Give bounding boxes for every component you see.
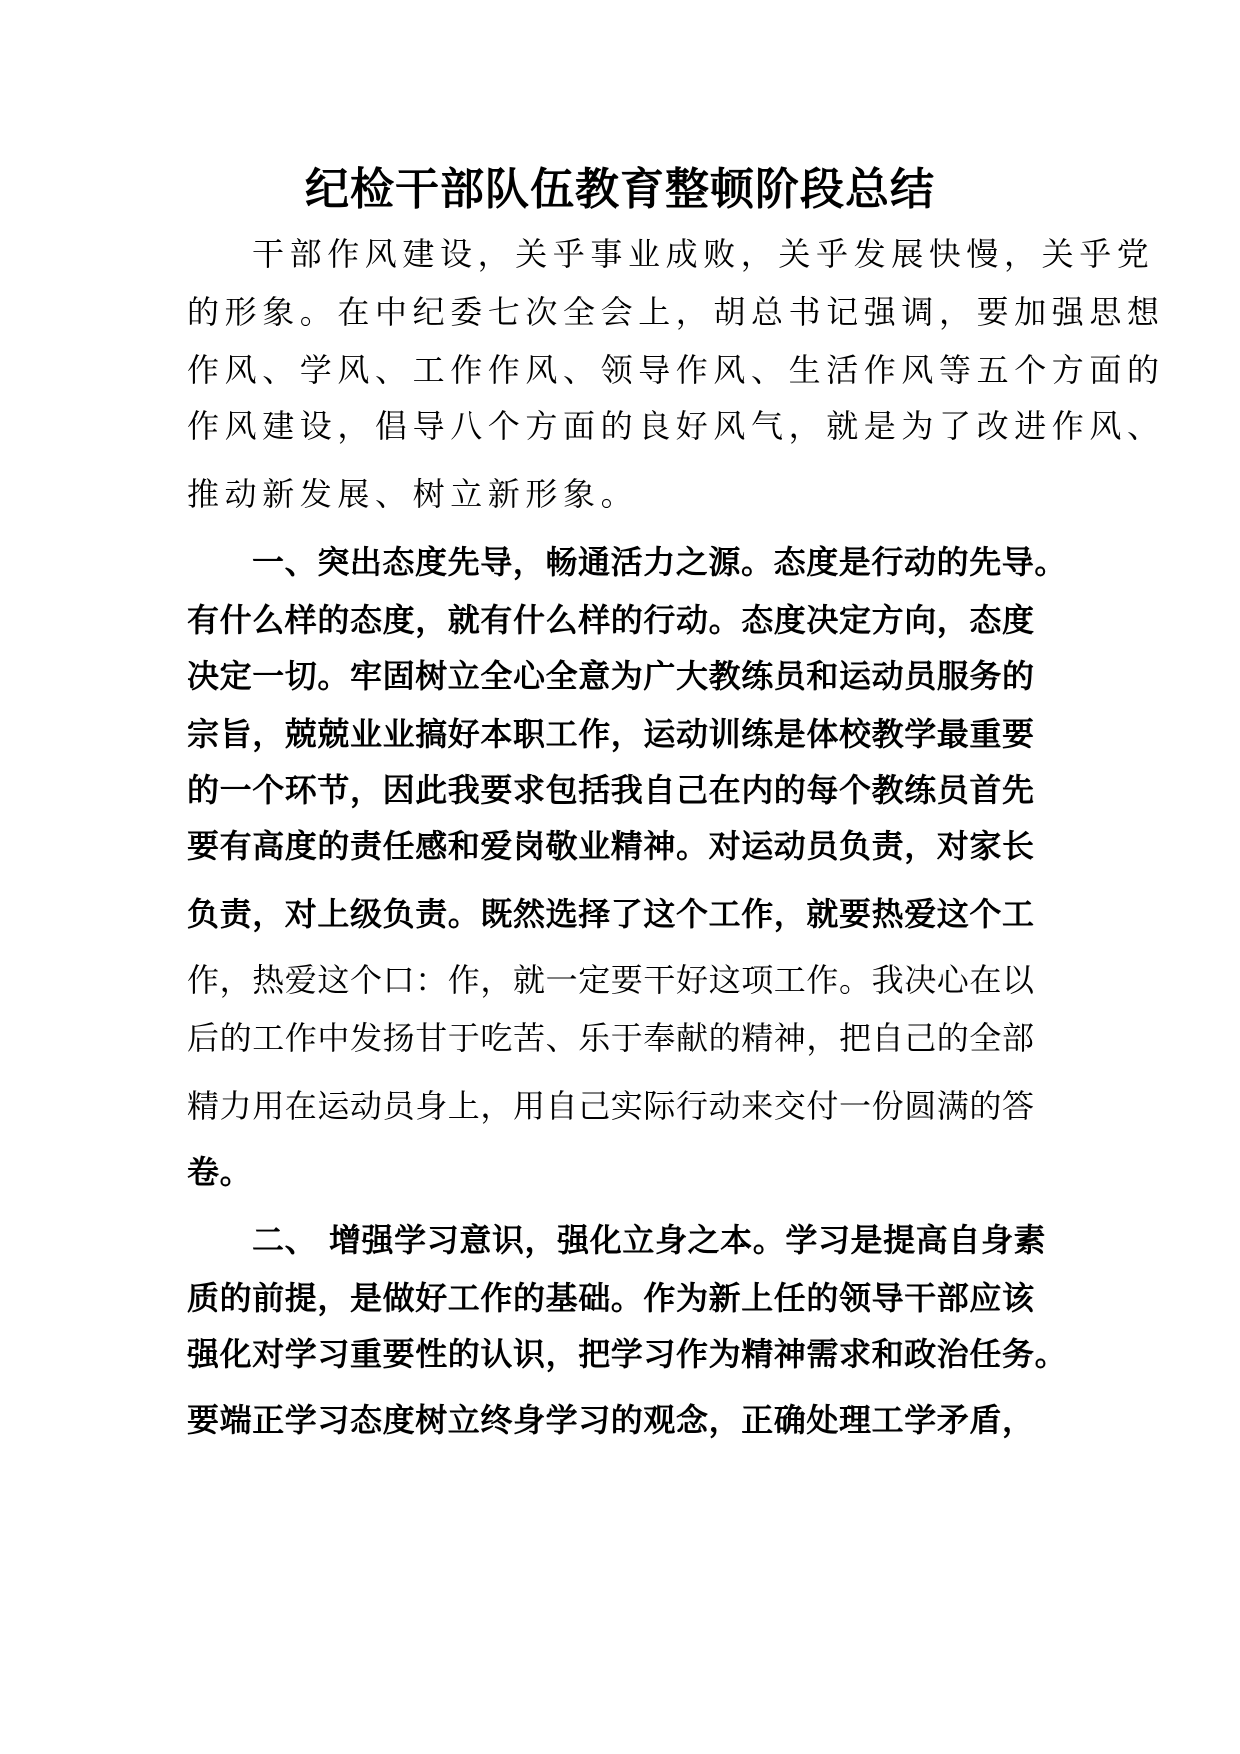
intro-line-5: 推动新发展、树立新形象。 [187,475,639,513]
section2-line-4: 要端正学习态度树立终身学习的观念，正确处理工学矛盾， [187,1401,1035,1439]
section1-plain-line-1: 作，热爱这个口：作，就一定要干好这项工作。我决心在以 [187,961,1035,999]
intro-line-1: 干部作风建设，关乎事业成败，关乎发展快慢，关乎党 [252,235,1155,273]
section1-plain-line-2: 后的工作中发扬甘于吃苦、乐于奉献的精神，把自己的全部 [187,1019,1035,1057]
section1-line-4: 宗旨，兢兢业业搞好本职工作，运动训练是体校教学最重要 [187,715,1035,753]
section1-line-7: 负责，对上级负责。既然选择了这个工作，就要热爱这个工 [187,895,1035,933]
section1-line-1: 一、突出态度先导，畅通活力之源。态度是行动的先导。 [252,543,1068,581]
section1-line-6: 要有高度的责任感和爱岗敬业精神。对运动员负责，对家长 [187,827,1035,865]
section1-last-line: 卷。 [187,1153,253,1191]
section2-line-2: 质的前提，是做好工作的基础。作为新上任的领导干部应该 [187,1279,1035,1317]
section1-line-5: 的一个环节，因此我要求包括我自己在内的每个教练员首先 [187,771,1035,809]
section2-line-3: 强化对学习重要性的认识，把学习作为精神需求和政治任务。 [187,1335,1068,1373]
document-title: 纪检干部队伍教育整顿阶段总结 [305,164,935,215]
intro-line-2: 的形象。在中纪委七次全会上，胡总书记强调，要加强思想 [187,293,1165,331]
section1-line-3: 决定一切。牢固树立全心全意为广大教练员和运动员服务的 [187,657,1035,695]
section1-line-2: 有什么样的态度，就有什么样的行动。态度决定方向，态度 [187,601,1035,639]
intro-line-4: 作风建设，倡导八个方面的良好风气，就是为了改进作风、 [187,407,1165,445]
section1-plain-line-3: 精力用在运动员身上，用自己实际行动来交付一份圆满的答 [187,1087,1035,1125]
section2-line-1: 二、 增强学习意识，强化立身之本。学习是提高自身素 [252,1221,1047,1259]
intro-line-3: 作风、学风、工作作风、领导作风、生活作风等五个方面的 [187,351,1165,389]
